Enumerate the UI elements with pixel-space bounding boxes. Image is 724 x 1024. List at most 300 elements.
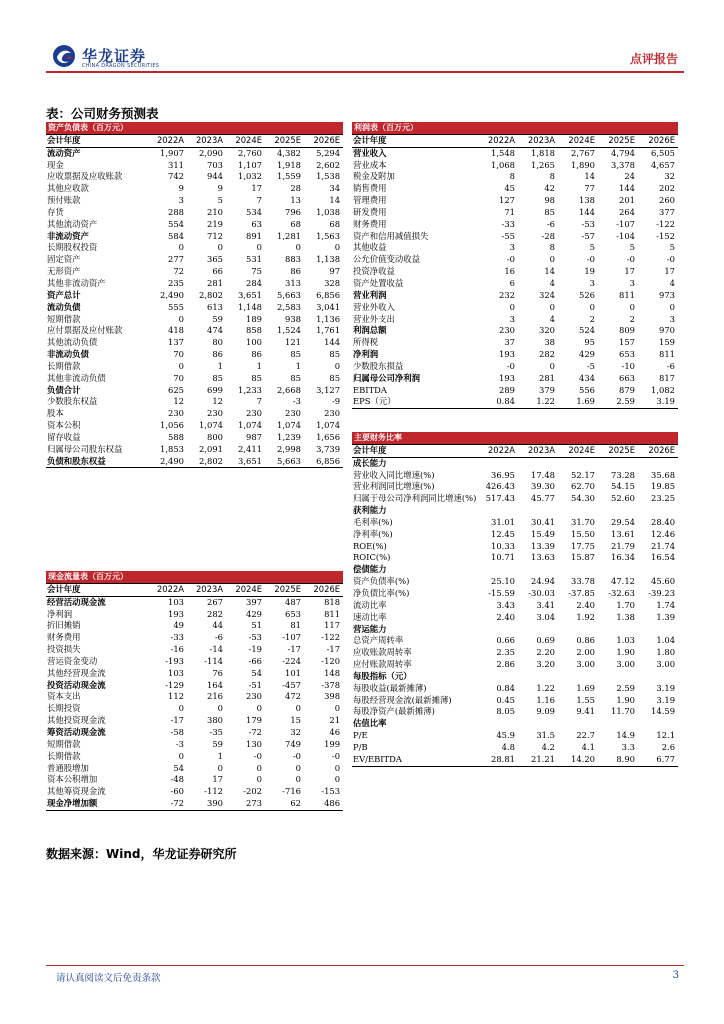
year-header-cell: 2023A	[518, 134, 558, 147]
value-cell: 31.5	[536, 730, 555, 741]
table-row	[46, 691, 343, 703]
value-cell: 3,651	[226, 456, 265, 468]
value-cell: 0	[256, 762, 262, 773]
table-row	[46, 373, 343, 385]
value-cell: 1,056	[160, 420, 184, 431]
value-cell: -37.85	[568, 587, 595, 598]
value-cell: 1.70	[616, 599, 635, 610]
row-label: 财务费用	[353, 218, 387, 229]
value-cell: 1,918	[277, 159, 301, 170]
value-cell: 103	[168, 596, 184, 607]
year-header-row	[46, 134, 343, 147]
value-cell: -202	[243, 786, 262, 797]
table-row	[46, 349, 343, 361]
table-row	[352, 470, 678, 482]
value-cell: 19	[584, 266, 595, 277]
value-cell: 288	[168, 206, 184, 217]
value-cell: -3	[175, 738, 184, 749]
value-cell: 0	[334, 360, 341, 371]
table-row	[46, 302, 343, 314]
table-row	[46, 432, 343, 444]
table-row	[46, 774, 343, 786]
value-cell: 9.09	[536, 706, 555, 717]
value-cell: 472	[285, 691, 301, 702]
value-cell: 0	[256, 242, 262, 253]
table-row	[352, 314, 678, 326]
row-label: 长期借款	[47, 750, 81, 761]
value-cell: 47.12	[611, 576, 635, 587]
value-cell: 1,038	[316, 206, 341, 217]
value-cell	[478, 505, 518, 517]
table-row	[46, 147, 343, 159]
value-cell: 73.28	[611, 469, 635, 480]
row-label: 少数股东损益	[353, 360, 404, 371]
value-cell	[598, 505, 638, 517]
row-label: 预付账款	[47, 195, 81, 206]
value-cell: 2.6	[661, 741, 676, 752]
value-cell: 1,107	[238, 159, 262, 170]
value-cell: 1,818	[531, 147, 555, 158]
value-cell: 8	[549, 171, 555, 182]
table-row	[352, 493, 678, 505]
value-cell: 938	[285, 313, 301, 324]
year-header-cell: 2022A	[148, 583, 187, 596]
value-cell	[518, 624, 558, 636]
table-section-title: 利润表（百万元）	[352, 122, 678, 134]
value-cell: 144	[619, 183, 635, 194]
value-cell: 1,559	[277, 171, 301, 182]
value-cell: 365	[207, 254, 223, 265]
value-cell: 6	[509, 277, 515, 288]
row-label: EBITDA	[353, 384, 387, 395]
value-cell: -0	[626, 254, 635, 265]
value-cell	[558, 624, 598, 636]
value-cell: -39.23	[648, 587, 676, 598]
row-label: 短期借款	[47, 738, 81, 749]
value-cell: 45.77	[531, 493, 555, 504]
value-cell: 1,761	[316, 325, 341, 336]
value-cell: 130	[246, 738, 262, 749]
value-cell: 4	[549, 313, 555, 324]
year-header-cell: 2024E	[558, 134, 598, 147]
year-header-cell: 2025E	[265, 583, 304, 596]
value-cell: 10.71	[491, 552, 515, 563]
value-cell	[638, 671, 678, 683]
value-cell: 3.19	[638, 396, 678, 408]
table-row	[352, 754, 678, 766]
value-cell: 103	[168, 667, 184, 678]
value-cell: -193	[165, 655, 184, 666]
value-cell: 95	[584, 337, 595, 348]
value-cell: 1,082	[651, 384, 675, 395]
table-row	[46, 632, 343, 644]
year-header-label: 会计年度	[352, 134, 478, 147]
value-cell: -66	[248, 655, 262, 666]
row-label: 净利润	[47, 608, 73, 619]
value-cell: 51	[251, 620, 262, 631]
value-cell: -48	[170, 774, 184, 785]
value-cell: 0	[334, 774, 341, 785]
value-cell: 85	[329, 372, 341, 383]
value-cell	[478, 718, 518, 730]
value-cell: 230	[168, 408, 184, 419]
value-cell: 1,563	[316, 230, 341, 241]
value-cell: -122	[321, 632, 341, 643]
value-cell: 24.94	[531, 576, 555, 587]
row-label: P/B	[353, 741, 368, 752]
value-cell: 202	[659, 183, 675, 194]
row-label: 每股指标（元）	[353, 670, 412, 681]
value-cell: -55	[501, 230, 515, 241]
page-number: 3	[672, 970, 679, 981]
value-cell: 37	[504, 337, 515, 348]
row-label: 非流动负债	[47, 349, 89, 360]
value-cell: 811	[659, 349, 675, 360]
table-row	[352, 742, 678, 754]
value-cell: 12.46	[651, 528, 676, 539]
row-label: 其他非流动资产	[47, 277, 106, 288]
value-cell: 7	[256, 396, 262, 407]
value-cell: 879	[619, 384, 635, 395]
value-cell: -51	[248, 679, 262, 690]
table-row	[352, 659, 678, 671]
value-cell: 377	[659, 206, 675, 217]
row-label: 净利润	[353, 349, 379, 360]
value-cell: 1.74	[656, 599, 676, 610]
value-cell: 699	[207, 384, 223, 395]
value-cell: 1.55	[576, 694, 595, 705]
row-label: 资产处置收益	[353, 277, 404, 288]
table-row	[46, 219, 343, 231]
row-label: 利润总额	[353, 325, 387, 336]
value-cell: -6	[214, 632, 223, 643]
value-cell: 8.05	[496, 706, 515, 717]
value-cell: 1.69	[576, 682, 595, 693]
value-cell: 33.78	[571, 576, 595, 587]
table-row	[352, 730, 678, 742]
value-cell: 34	[329, 183, 341, 194]
value-cell: 4.1	[581, 741, 595, 752]
row-label: 应收票据及应收账款	[47, 171, 123, 182]
value-cell: 86	[212, 349, 223, 360]
value-cell: 85	[290, 349, 301, 360]
value-cell: 3.00	[656, 659, 676, 670]
value-cell: -224	[282, 655, 301, 666]
table-row	[46, 680, 343, 692]
value-cell: 75	[251, 266, 262, 277]
row-label: 长期借款	[47, 360, 81, 371]
value-cell: 1.03	[616, 635, 635, 646]
value-cell: 14	[544, 266, 555, 277]
value-cell: 429	[246, 608, 262, 619]
value-cell: 9	[178, 183, 184, 194]
table-row	[352, 396, 678, 408]
table-row	[46, 195, 343, 207]
value-cell: 267	[207, 596, 223, 607]
value-cell	[638, 505, 678, 517]
table-row	[352, 337, 678, 349]
value-cell: 0	[178, 242, 184, 253]
table-row	[46, 668, 343, 680]
table-row	[352, 242, 678, 254]
value-cell: 52.60	[611, 493, 635, 504]
row-label: 其他流动负债	[47, 337, 98, 348]
table-row	[352, 541, 678, 553]
table-section-title: 资产负债表（百万元）	[46, 122, 343, 134]
row-label: 总资产周转率	[353, 635, 404, 646]
value-cell: 817	[659, 372, 675, 383]
table-row	[46, 278, 343, 290]
row-label: P/E	[353, 730, 368, 741]
value-cell	[638, 624, 678, 636]
value-cell: 4,382	[277, 147, 301, 158]
value-cell: 30.41	[531, 516, 555, 527]
value-cell: 277	[168, 254, 184, 265]
footer-divider	[46, 965, 684, 966]
table-row	[352, 517, 678, 529]
value-cell: 531	[246, 254, 262, 265]
value-cell: 5	[589, 242, 595, 253]
year-header-cell: 2025E	[598, 444, 638, 457]
value-cell: -107	[282, 632, 301, 643]
value-cell: 199	[324, 738, 341, 749]
value-cell: 216	[207, 691, 223, 702]
row-label: 其他经营现金流	[47, 667, 106, 678]
table-row	[46, 242, 343, 254]
value-cell: 811	[324, 608, 341, 619]
value-cell: 14	[329, 195, 341, 206]
value-cell: 68	[329, 218, 341, 229]
table-row	[352, 385, 678, 397]
value-cell: 86	[251, 349, 262, 360]
table-row	[46, 231, 343, 243]
value-cell: 16	[504, 266, 515, 277]
value-cell: 0	[217, 762, 223, 773]
value-cell: 2,802	[199, 289, 223, 300]
value-cell: 2.20	[536, 647, 555, 658]
value-cell: 397	[246, 596, 262, 607]
value-cell: 25.10	[491, 576, 515, 587]
row-label: 研发费用	[353, 206, 387, 217]
value-cell: 23.25	[651, 493, 676, 504]
value-cell	[598, 718, 638, 730]
value-cell	[558, 671, 598, 683]
value-cell: 5	[217, 195, 223, 206]
value-cell: 556	[579, 384, 595, 395]
value-cell: 0.45	[496, 694, 515, 705]
value-cell: -19	[248, 644, 262, 655]
row-label: 营业外支出	[353, 313, 395, 324]
value-cell: 0	[178, 313, 184, 324]
value-cell: 3,651	[238, 289, 262, 300]
table-row	[46, 183, 343, 195]
value-cell: 486	[304, 798, 343, 810]
value-cell: 121	[285, 337, 301, 348]
value-cell: 1.92	[576, 611, 595, 622]
value-cell: 4.8	[501, 741, 515, 752]
value-cell: -3	[292, 396, 301, 407]
table-row	[352, 266, 678, 278]
row-label: 存货	[47, 206, 64, 217]
value-cell: 703	[207, 159, 223, 170]
value-cell: 62	[265, 798, 304, 810]
table-section-title: 主要财务比率	[352, 432, 678, 444]
row-label: 现金	[47, 159, 64, 170]
table-row	[46, 254, 343, 266]
value-cell: 281	[207, 277, 223, 288]
disclaimer-note: 请认真阅读文后免责条款	[56, 973, 161, 984]
value-cell: 17	[664, 266, 675, 277]
value-cell: 2,998	[277, 443, 301, 454]
value-cell: 15.87	[571, 552, 595, 563]
value-cell: 6,505	[651, 147, 675, 158]
row-label: 少数股东权益	[47, 396, 98, 407]
value-cell: 0.69	[536, 635, 555, 646]
value-cell: 1.22	[536, 682, 555, 693]
table-row	[46, 739, 343, 751]
value-cell: 2.40	[496, 611, 515, 622]
value-cell: 0	[295, 774, 301, 785]
cash-flow-table	[46, 571, 343, 811]
table-row	[352, 302, 678, 314]
value-cell: -5	[586, 360, 595, 371]
value-cell: 7	[256, 195, 262, 206]
value-cell	[598, 671, 638, 683]
value-cell: 45.9	[496, 730, 515, 741]
value-cell	[478, 564, 518, 576]
value-cell: 1,239	[277, 431, 301, 442]
value-cell: 0	[549, 301, 555, 312]
value-cell: 858	[246, 325, 262, 336]
value-cell: 328	[324, 277, 341, 288]
value-cell: -107	[616, 218, 635, 229]
value-cell: -0	[331, 750, 341, 761]
value-cell: 0	[549, 360, 555, 371]
value-cell: 3.19	[656, 682, 676, 693]
value-cell: -14	[209, 644, 223, 655]
year-header-cell: 2026E	[638, 444, 678, 457]
table-row	[352, 612, 678, 624]
table-row	[46, 420, 343, 432]
row-label: 资本公积增加	[47, 774, 98, 785]
value-cell: 3	[178, 195, 184, 206]
value-cell: 742	[168, 171, 184, 182]
table-row	[46, 396, 343, 408]
value-cell: 12.45	[491, 528, 515, 539]
value-cell: -60	[170, 786, 184, 797]
value-cell: 0	[217, 703, 223, 714]
value-cell: 987	[246, 431, 262, 442]
value-cell: 524	[579, 325, 595, 336]
value-cell: -17	[170, 715, 184, 726]
table-row	[352, 624, 678, 636]
value-cell: 85	[544, 206, 555, 217]
table-row	[46, 207, 343, 219]
value-cell: 210	[207, 206, 223, 217]
value-cell: -35	[209, 726, 223, 737]
value-cell: 144	[579, 206, 595, 217]
value-cell: 1.90	[616, 694, 635, 705]
row-label: 净利率(%)	[353, 528, 393, 539]
year-header-cell: 2022A	[148, 134, 187, 147]
value-cell: 1.04	[656, 635, 676, 646]
value-cell: -114	[204, 655, 223, 666]
page-header	[46, 40, 684, 70]
year-header-cell: 2023A	[187, 583, 226, 596]
row-label: 其他非流动负债	[47, 372, 106, 383]
value-cell: 418	[168, 325, 184, 336]
value-cell: 5,294	[316, 147, 341, 158]
row-label: 其他应收款	[47, 183, 89, 194]
value-cell: 2	[589, 313, 595, 324]
row-label: 应收账款周转率	[353, 647, 412, 658]
value-cell	[558, 505, 598, 517]
table-row	[46, 596, 343, 608]
row-label: 税金及附加	[353, 171, 395, 182]
value-cell: 970	[659, 325, 675, 336]
value-cell: 281	[539, 372, 555, 383]
table-row	[352, 183, 678, 195]
value-cell: 0	[549, 254, 555, 265]
value-cell: 273	[226, 798, 265, 810]
value-cell: 17	[624, 266, 635, 277]
value-cell: 85	[329, 349, 341, 360]
value-cell	[638, 564, 678, 576]
value-cell: 5,663	[265, 456, 304, 468]
value-cell: 31.01	[491, 516, 515, 527]
value-cell: 15.49	[531, 528, 555, 539]
value-cell: 2,767	[571, 147, 595, 158]
row-label: 投资损失	[47, 644, 81, 655]
value-cell: 179	[246, 715, 262, 726]
value-cell: 0	[295, 703, 301, 714]
year-header-cell: 2026E	[304, 134, 343, 147]
table-header-band	[46, 122, 343, 134]
table-row	[352, 588, 678, 600]
row-label: 负债合计	[47, 384, 81, 395]
value-cell: -122	[656, 218, 675, 229]
value-cell: 22.7	[576, 730, 595, 741]
value-cell: 29.54	[611, 516, 635, 527]
value-cell: 59	[212, 313, 223, 324]
value-cell: 4,657	[651, 159, 675, 170]
year-header-label: 会计年度	[46, 134, 148, 147]
row-label: ROIC(%)	[353, 552, 391, 563]
value-cell	[518, 457, 558, 469]
value-cell: 8.90	[598, 754, 638, 766]
value-cell: 0	[669, 301, 675, 312]
row-label: 筹资活动现金流	[47, 726, 106, 737]
value-cell: 15	[290, 715, 301, 726]
value-cell: 3	[669, 313, 675, 324]
value-cell: 313	[285, 277, 301, 288]
value-cell: 49	[173, 620, 184, 631]
value-cell: 380	[207, 715, 223, 726]
table-row	[46, 361, 343, 373]
value-cell: 324	[539, 289, 555, 300]
value-cell: -129	[165, 679, 184, 690]
value-cell: 429	[579, 349, 595, 360]
value-cell: -33	[501, 218, 515, 229]
value-cell: 3	[509, 242, 515, 253]
value-cell: 891	[246, 230, 262, 241]
value-cell: -32.63	[608, 587, 635, 598]
value-cell: 2,760	[238, 147, 262, 158]
year-header-cell: 2026E	[638, 134, 678, 147]
row-label: 长期股权投资	[47, 242, 98, 253]
value-cell	[558, 457, 598, 469]
year-header-cell: 2023A	[187, 134, 226, 147]
